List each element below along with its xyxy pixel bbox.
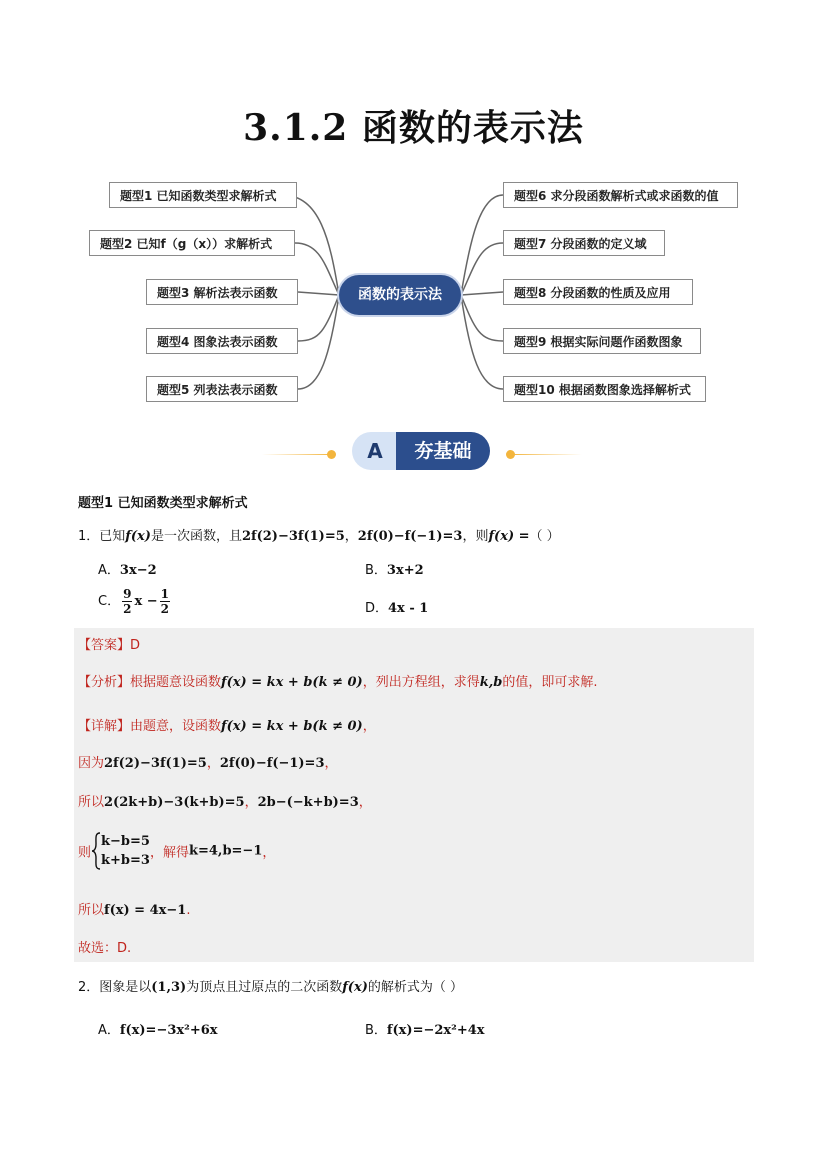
fraction-numerator: 1 xyxy=(160,587,169,601)
detail-text: 由题意，设函数 xyxy=(130,719,222,734)
mindmap-node-type10: 题型10 根据函数图象选择解析式 xyxy=(503,376,706,402)
detail-line-5 xyxy=(78,899,190,918)
q1-text-2: ，则 xyxy=(462,529,489,544)
detail-line-2 xyxy=(78,752,338,771)
detail-solution: k=4,b=−1 xyxy=(188,843,263,859)
answer-value: D xyxy=(130,638,141,653)
detail-end: ， xyxy=(358,795,372,810)
detail-line-3 xyxy=(78,791,372,810)
detail-label: 【详解】 xyxy=(78,719,131,734)
q1-option-b xyxy=(365,559,424,578)
section-badge xyxy=(352,432,490,470)
detail-formula: 2f(2)−3f(1)=5 xyxy=(104,756,207,771)
q1-condition-1: 2f(2)−3f(1)=5 xyxy=(241,529,345,544)
answer-label: 【答案】 xyxy=(78,638,131,653)
q2-text-2: 的解析式为（ ） xyxy=(367,980,464,995)
question-1 xyxy=(78,525,560,544)
mindmap-node-type4: 题型4 图象法表示函数 xyxy=(146,328,298,354)
answer-line xyxy=(78,634,140,653)
brace-icon xyxy=(91,832,101,870)
detail-formula-2: 2f(0)−f(−1)=3 xyxy=(219,756,325,771)
q2-text: 为顶点且过原点的二次函数 xyxy=(186,980,343,995)
fraction-9-2 xyxy=(122,588,132,615)
q2-option-b xyxy=(365,1019,485,1038)
fraction-numerator: 9 xyxy=(123,587,132,601)
mindmap-node-type8: 题型8 分段函数的性质及应用 xyxy=(503,279,693,305)
q2-option-a xyxy=(98,1019,218,1038)
q1-option-a xyxy=(98,559,157,578)
option-value: x − xyxy=(134,594,158,609)
page-title: 3.1.2 函数的表示法 xyxy=(243,107,584,149)
q1-condition-2: 2f(0)−f(−1)=3 xyxy=(357,529,463,544)
detail-line-4 xyxy=(78,832,275,872)
option-value: 3x+2 xyxy=(386,563,424,578)
option-label: A． xyxy=(98,563,120,578)
detail-line-6: 故选：D. xyxy=(78,941,132,956)
badge-label: 夯基础 xyxy=(396,432,490,470)
mindmap-node-type3: 题型3 解析法表示函数 xyxy=(146,279,298,305)
mindmap-node-type6: 题型6 求分段函数解析式或求函数的值 xyxy=(503,182,738,208)
q1-paren: （ ） xyxy=(529,529,560,544)
badge-right-dot xyxy=(506,450,515,459)
section-title: 题型1 已知函数类型求解析式 xyxy=(78,496,248,511)
question-2 xyxy=(78,976,463,995)
q1-option-d xyxy=(365,597,428,616)
detail-sep: ， xyxy=(206,756,220,771)
q1-option-c xyxy=(98,588,172,615)
q1-ask: f(x) = xyxy=(488,529,530,544)
detail-end: ， xyxy=(324,756,338,771)
option-value: 4x - 1 xyxy=(388,601,429,616)
badge-letter: A xyxy=(352,432,398,470)
analysis-vars: k,b xyxy=(479,675,503,690)
detail-formula-2: 2b−(−k+b)=3 xyxy=(257,795,359,810)
q2-prefix: 2．图象是以 xyxy=(78,980,152,995)
analysis-line xyxy=(78,671,598,690)
badge-left-dot xyxy=(327,450,336,459)
detail-end: ， xyxy=(362,719,376,734)
option-label: B． xyxy=(365,1023,387,1038)
q1-prefix: 1．已知 xyxy=(78,529,126,544)
option-label: B． xyxy=(365,563,387,578)
detail-line-1 xyxy=(78,715,376,734)
analysis-formula: f(x) = kx + b(k ≠ 0) xyxy=(221,675,363,690)
detail-text: 所以 xyxy=(78,903,105,918)
detail-text-2: ，解得 xyxy=(149,845,189,861)
analysis-text-3: 的值，即可求解. xyxy=(502,675,598,690)
mindmap-node-type5: 题型5 列表法表示函数 xyxy=(146,376,298,402)
option-value: f(x)=−2x²+4x xyxy=(386,1023,485,1038)
option-label: D． xyxy=(365,601,389,616)
mindmap-node-type7: 题型7 分段函数的定义域 xyxy=(503,230,665,256)
equation-2: k+b=3 xyxy=(101,853,150,868)
mindmap-node-type2: 题型2 已知f（g（x））求解析式 xyxy=(89,230,295,256)
mindmap-center-node: 函数的表示法 xyxy=(339,275,461,315)
q2-vertex: (1,3) xyxy=(151,980,187,995)
mindmap-node-type9: 题型9 根据实际问题作函数图象 xyxy=(503,328,701,354)
mindmap-node-type1: 题型1 已知函数类型求解析式 xyxy=(109,182,297,208)
q1-separator: ， xyxy=(344,529,358,544)
badge-right-line xyxy=(512,454,582,455)
fraction-1-2 xyxy=(160,588,170,615)
analysis-text: 根据题意设函数 xyxy=(130,675,222,690)
analysis-text-2: ，列出方程组，求得 xyxy=(362,675,480,690)
analysis-label: 【分析】 xyxy=(78,675,131,690)
equation-rows xyxy=(101,832,150,870)
detail-end: ， xyxy=(262,845,276,861)
option-label: A． xyxy=(98,1023,120,1038)
badge-left-line xyxy=(262,454,332,455)
equation-1: k−b=5 xyxy=(101,834,150,849)
q1-text: 是一次函数，且 xyxy=(150,529,242,544)
detail-end: . xyxy=(186,903,191,918)
detail-text: 则 xyxy=(78,845,92,861)
equation-system xyxy=(91,832,150,870)
detail-sep: ， xyxy=(244,795,258,810)
detail-formula: 2(2k+b)−3(k+b)=5 xyxy=(104,795,245,810)
detail-text: 因为 xyxy=(78,756,105,771)
fraction-denominator: 2 xyxy=(160,602,169,616)
option-value: 3x−2 xyxy=(119,563,157,578)
q1-fx: f(x) xyxy=(125,529,151,544)
option-label: C． xyxy=(98,594,121,609)
detail-formula: f(x) = kx + b(k ≠ 0) xyxy=(221,719,363,734)
fraction-denominator: 2 xyxy=(123,602,132,616)
detail-formula: f(x) = 4x−1 xyxy=(104,903,187,918)
q2-fx: f(x) xyxy=(342,980,368,995)
detail-text: 所以 xyxy=(78,795,105,810)
option-value: f(x)=−3x²+6x xyxy=(119,1023,218,1038)
